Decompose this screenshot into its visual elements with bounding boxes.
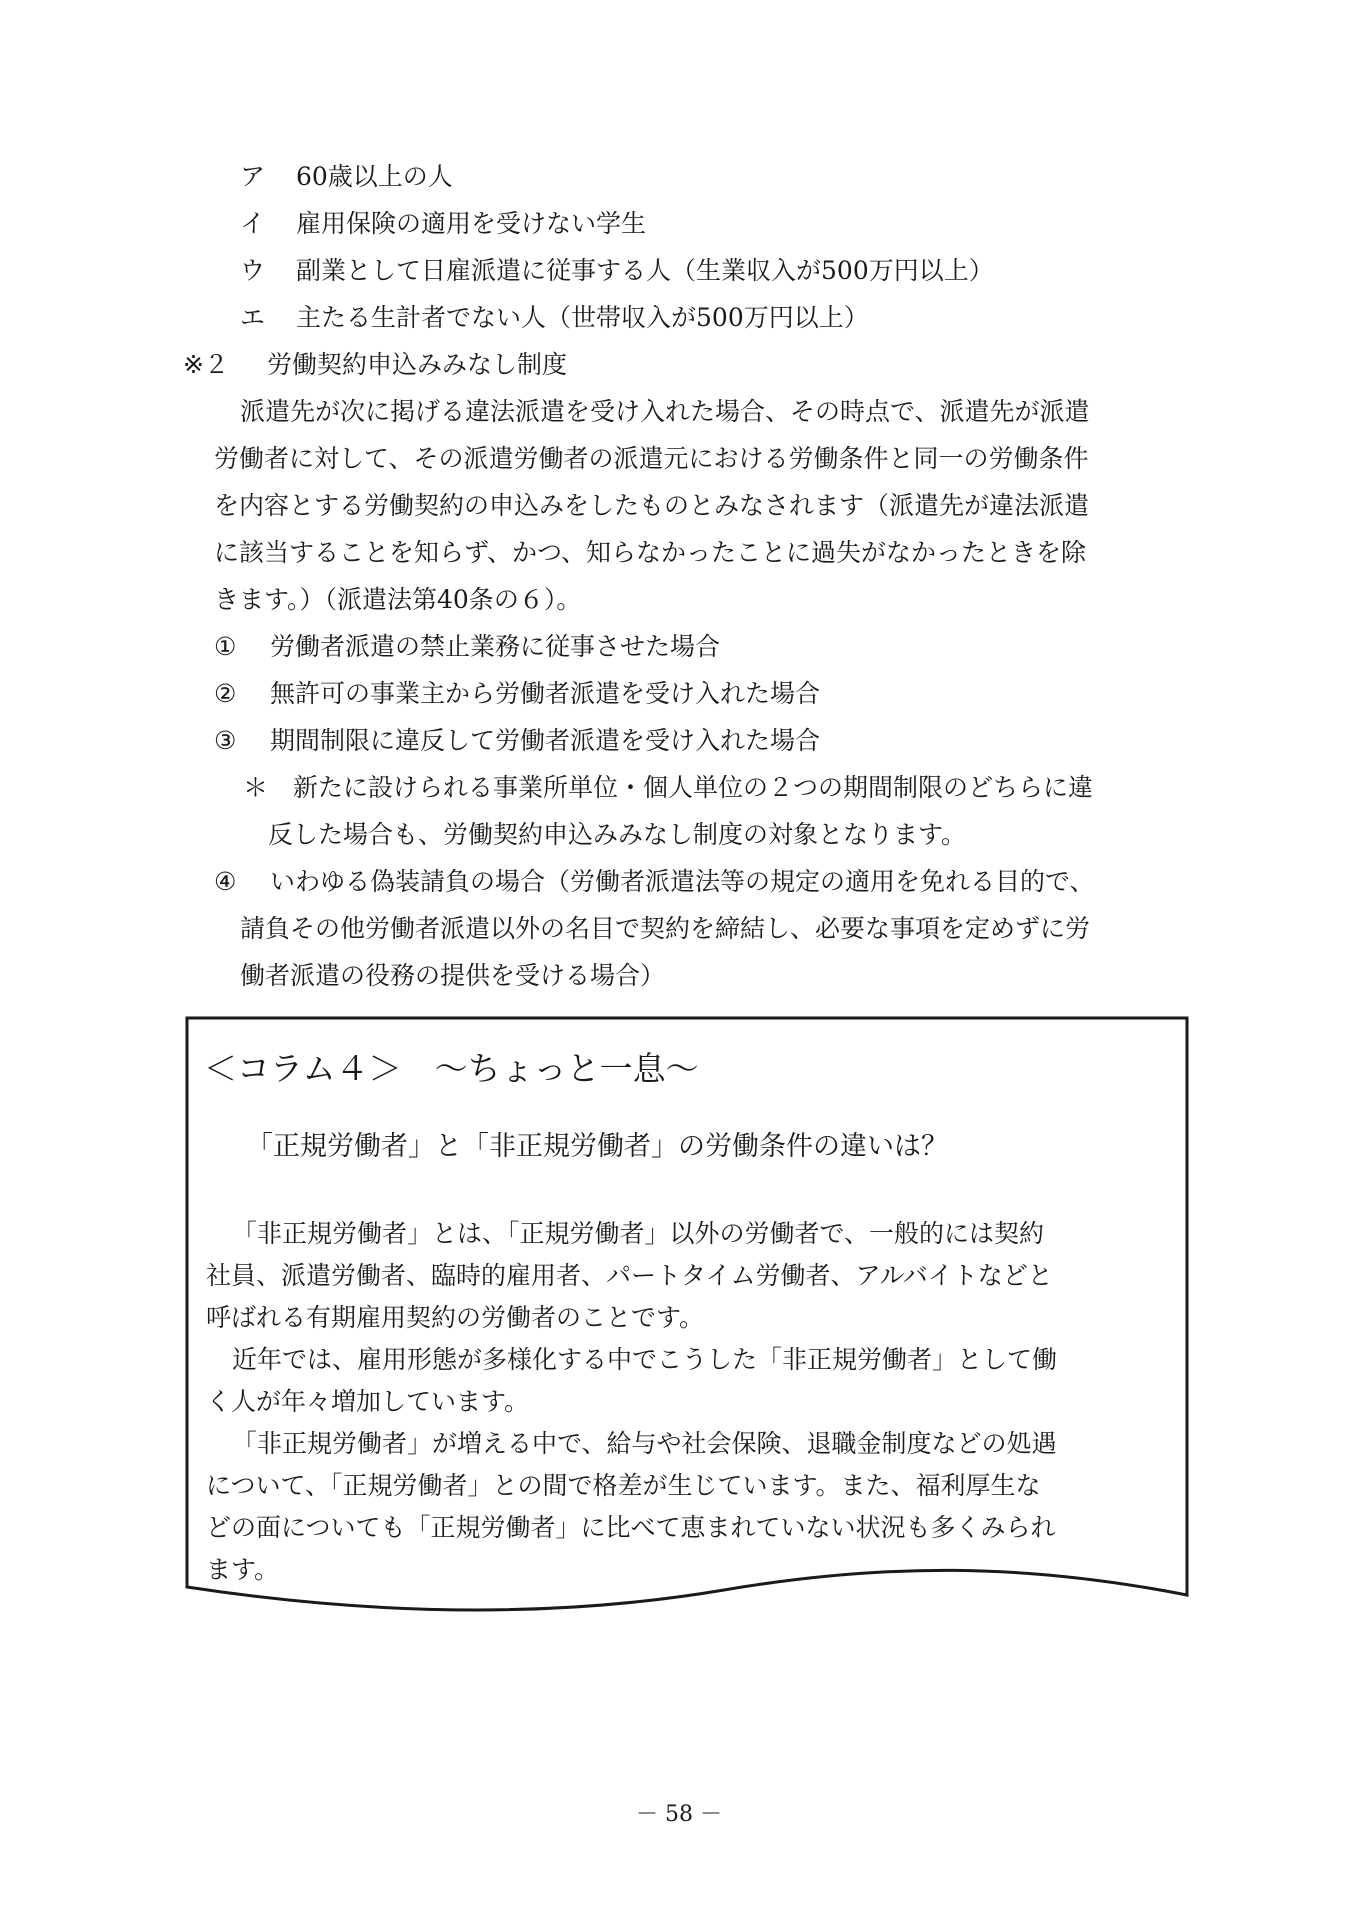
column-subtitle: 「正規労働者」と「非正規労働者」の労働条件の違いは？: [246, 1131, 948, 1162]
page-number: － 58 －: [636, 1802, 722, 1827]
column-line: について、「正規労働者」との間で格差が生じています。また、福利厚生な: [206, 1471, 1041, 1500]
numbered-item: [214, 858, 1095, 905]
numbered-item: [214, 623, 720, 670]
list-item: [240, 200, 646, 247]
note-heading-text: 労働契約申込みみなし制度: [267, 350, 568, 379]
list-item: [240, 294, 869, 341]
asterisk-note-line: 反した場合も、労働契約申込みみなし制度の対象となります。: [268, 820, 967, 849]
column-line: く人が年々増加しています。: [206, 1387, 530, 1416]
item-text: 無許可の事業主から労働者派遣を受け入れた場合: [270, 679, 821, 708]
item-text-line: 請負その他労働者派遣以外の名目で契約を締結し、必要な事項を定めずに労: [240, 914, 1091, 943]
asterisk-note: [243, 764, 1093, 811]
list-item: [240, 247, 994, 294]
list-marker: ウ: [240, 256, 266, 285]
column-line: 近年では、雇用形態が多様化する中でこうした「非正規労働者」として働: [232, 1345, 1058, 1374]
item-text: 労働者派遣の禁止業務に従事させた場合: [270, 632, 721, 661]
paragraph-line: を内容とする労働契約の申込みをしたものとみなされます（派遣先が違法派遣: [214, 491, 1090, 520]
item-marker: ④: [214, 867, 237, 896]
item-text-line: 働者派遣の役務の提供を受ける場合）: [240, 961, 666, 990]
list-text: 主たる生計者でない人（世帯収入が500万円以上）: [296, 303, 869, 332]
asterisk-marker: ＊: [243, 773, 269, 802]
column-line: ます。: [206, 1555, 280, 1584]
column-box: [184, 1015, 1190, 1617]
column-line: どの面についても「正規労働者」に比べて恵まれていない状況も多くみられ: [206, 1513, 1056, 1542]
column-line: 社員、派遣労働者、臨時的雇用者、パートタイム労働者、アルバイトなどと: [206, 1261, 1053, 1290]
asterisk-note-line: 新たに設けられる事業所単位・個人単位の２つの期間制限のどちらに違: [293, 773, 1094, 802]
list-text: 副業として日雇派遣に従事する人（生業収入が500万円以上）: [296, 256, 994, 285]
item-marker: ③: [214, 726, 237, 755]
item-marker: ①: [214, 632, 237, 661]
list-marker: イ: [240, 209, 266, 238]
numbered-item: [214, 670, 820, 717]
list-item: [240, 153, 453, 200]
column-line: 「非正規労働者」が増える中で、給与や社会保険、退職金制度などの処遇: [232, 1429, 1057, 1458]
list-marker: ア: [240, 162, 266, 191]
paragraph-line: きます。）（派遣法第40条の６）。: [214, 585, 582, 614]
paragraph-line: 派遣先が次に掲げる違法派遣を受け入れた場合、その時点で、派遣先が派遣: [240, 397, 1090, 426]
paragraph-line: 労働者に対して、その派遣労働者の派遣元における労働条件と同一の労働条件: [214, 444, 1089, 473]
column-title: ＜コラム４＞ ～ちょっと一息～: [204, 1049, 699, 1088]
paragraph-line: に該当することを知らず、かつ、知らなかったことに過失がなかったときを除: [214, 538, 1087, 567]
column-line: 呼ばれる有期雇用契約の労働者のことです。: [206, 1303, 705, 1332]
note-heading: [183, 341, 567, 388]
list-text: 60歳以上の人: [296, 162, 453, 191]
column-line: 「非正規労働者」とは、「正規労働者」以外の労働者で、一般的には契約: [232, 1219, 1045, 1248]
list-marker: エ: [240, 303, 266, 332]
item-text: 期間制限に違反して労働者派遣を受け入れた場合: [270, 726, 821, 755]
item-marker: ②: [214, 679, 237, 708]
item-text: いわゆる偽装請負の場合（労働者派遣法等の規定の適用を免れる目的で、: [270, 867, 1095, 896]
note-marker: ※２: [183, 350, 229, 379]
numbered-item: [214, 717, 820, 764]
list-text: 雇用保険の適用を受けない学生: [296, 209, 647, 238]
